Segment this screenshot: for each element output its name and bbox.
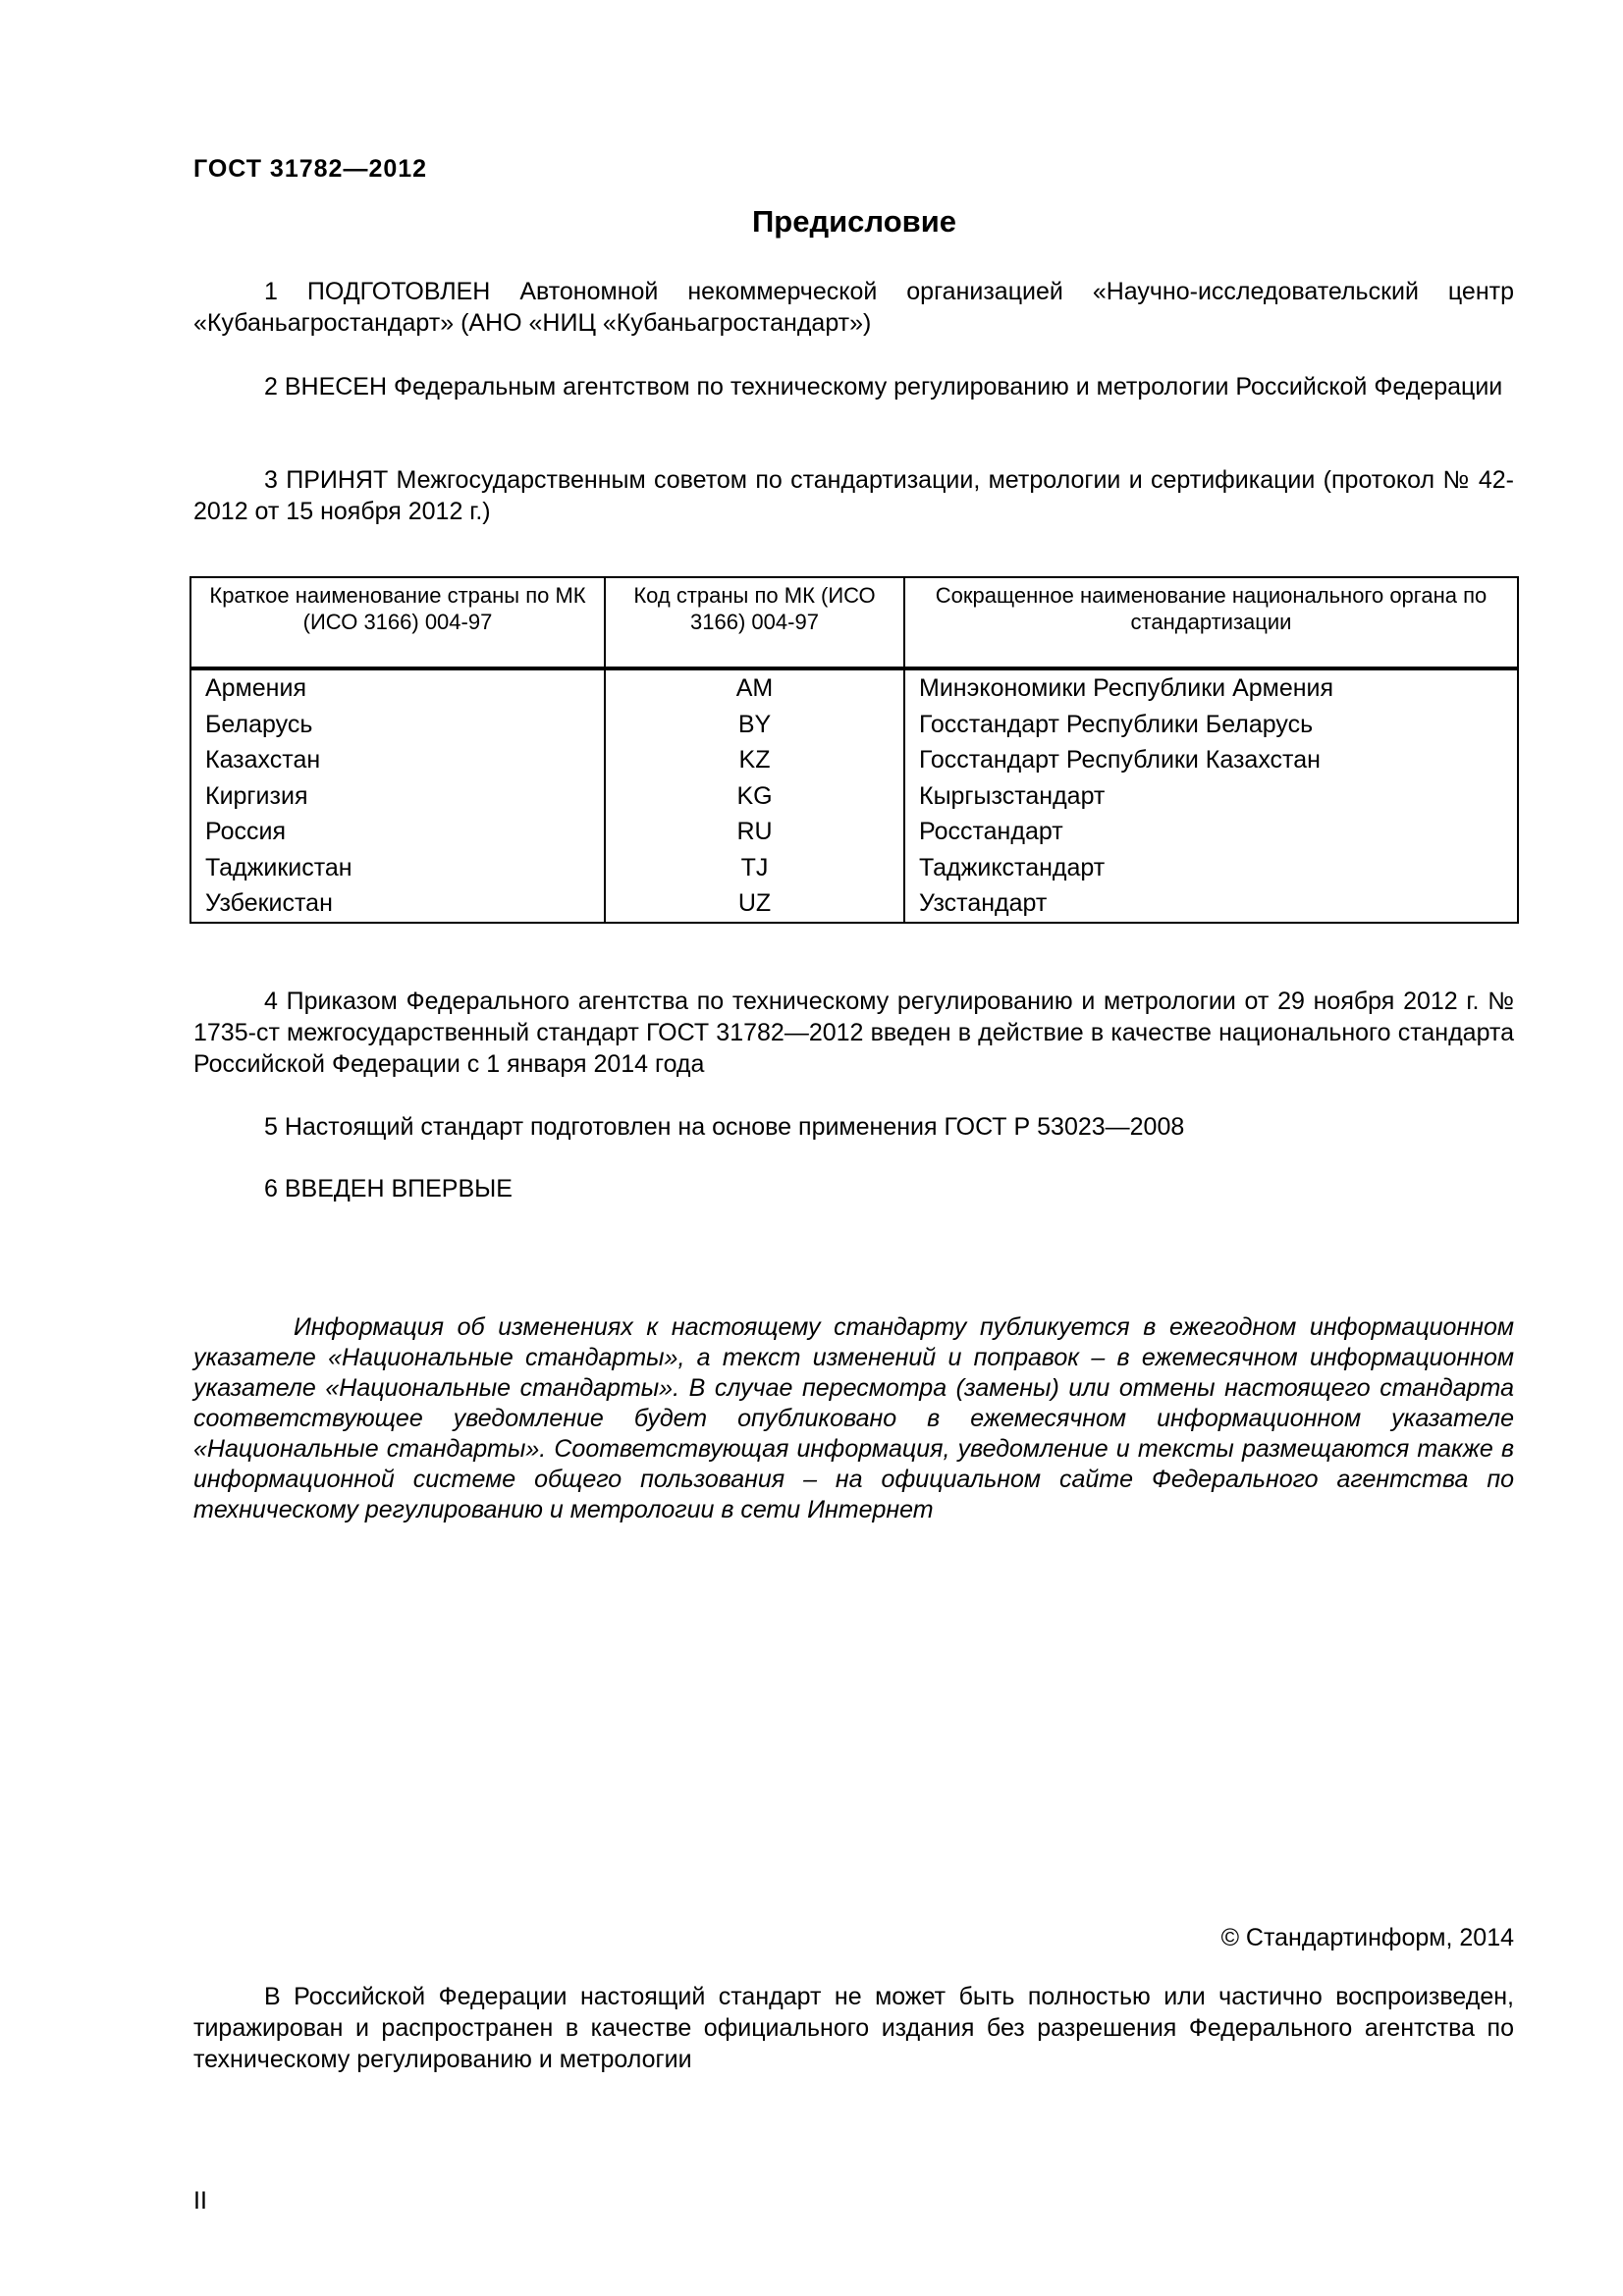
cell-country: Казахстан <box>190 742 605 778</box>
page-title: Предисловие <box>751 204 956 239</box>
cell-code: RU <box>605 814 904 850</box>
cell-country: Таджикистан <box>190 850 605 886</box>
reproduction-rights-notice: В Российской Федерации настоящий стандарт не может быть полностью или частично воспроизведен, тиражирован и распространен в качестве официального издания без разрешения Федерального агентства по техническому регулированию и метрологии <box>193 1983 1514 2073</box>
table-row <box>190 778 1518 815</box>
cell-standards-body: Узстандарт <box>904 885 1518 923</box>
cell-code: BY <box>605 707 904 743</box>
countries-table <box>189 576 1519 924</box>
table-header-row <box>190 577 1518 668</box>
paragraph-prepared-by: 1 ПОДГОТОВЛЕН Автономной некоммерческой организацией «Научно-исследовательский центр «Кубаньагростандарт» (АНО «НИЦ «Кубаньагростандарт») <box>193 278 1514 337</box>
table-row <box>190 742 1518 778</box>
information-notice: Информация об изменениях к настоящему стандарту публикуется в ежегодном информационном указателе «Национальные стандарты», а текст изменений и поправок – в ежемесячном информационном указателе «Национальные стандарты». В случае пересмотра (замены) или отмены настоящего стандарта соответствующее уведомление будет опубликовано в ежемесячном информационном указателе «Национальные стандарты». Соответствующая информация, уведомление и тексты размещаются также в информационной системе общего пользования – на официальном сайте Федерального агентства по техническому регулированию и метрологии в сети Интернет <box>193 1313 1514 1523</box>
cell-standards-body: Кыргызстандарт <box>904 778 1518 815</box>
cell-code: KZ <box>605 742 904 778</box>
header-standards-body: Сокращенное наименование национального органа по стандартизации <box>904 577 1518 668</box>
copyright-line: © Стандартинформ, 2014 <box>1220 1924 1514 1951</box>
cell-code: UZ <box>605 885 904 923</box>
cell-standards-body: Госстандарт Республики Беларусь <box>904 707 1518 743</box>
table-row <box>190 850 1518 886</box>
table-row <box>190 707 1518 743</box>
header-country-name: Краткое наименование страны по МК (ИСО 3166) 004-97 <box>190 577 605 668</box>
table-row <box>190 814 1518 850</box>
table-row <box>190 668 1518 707</box>
paragraph-basis: 5 Настоящий стандарт подготовлен на основе применения ГОСТ Р 53023—2008 <box>264 1113 1185 1141</box>
cell-country: Беларусь <box>190 707 605 743</box>
paragraph-introduced: 6 ВВЕДЕН ВПЕРВЫЕ <box>264 1175 513 1202</box>
cell-country: Узбекистан <box>190 885 605 923</box>
table-row <box>190 885 1518 923</box>
paragraph-submitted-by: 2 ВНЕСЕН Федеральным агентством по техническому регулированию и метрологии Российской Федерации <box>264 373 1503 400</box>
cell-standards-body: Госстандарт Республики Казахстан <box>904 742 1518 778</box>
cell-country: Киргизия <box>190 778 605 815</box>
cell-standards-body: Таджикстандарт <box>904 850 1518 886</box>
cell-code: TJ <box>605 850 904 886</box>
cell-code: AM <box>605 668 904 707</box>
cell-country: Армения <box>190 668 605 707</box>
page-number: II <box>193 2187 207 2215</box>
paragraph-adopted-by: 3 ПРИНЯТ Межгосударственным советом по стандартизации, метрологии и сертификации (протокол № 42-2012 от 15 ноября 2012 г.) <box>193 466 1514 525</box>
cell-standards-body: Минэкономики Республики Армения <box>904 668 1518 707</box>
paragraph-order: 4 Приказом Федерального агентства по техническому регулированию и метрологии от 29 ноября 2012 г. № 1735-ст межгосударственный стандарт ГОСТ 31782—2012 введен в действие в качестве национального стандарта Российской Федерации с 1 января 2014 года <box>193 988 1514 1078</box>
cell-code: KG <box>605 778 904 815</box>
document-code: ГОСТ 31782—2012 <box>193 155 428 183</box>
cell-standards-body: Росстандарт <box>904 814 1518 850</box>
header-country-code: Код страны по МК (ИСО 3166) 004-97 <box>605 577 904 668</box>
cell-country: Россия <box>190 814 605 850</box>
